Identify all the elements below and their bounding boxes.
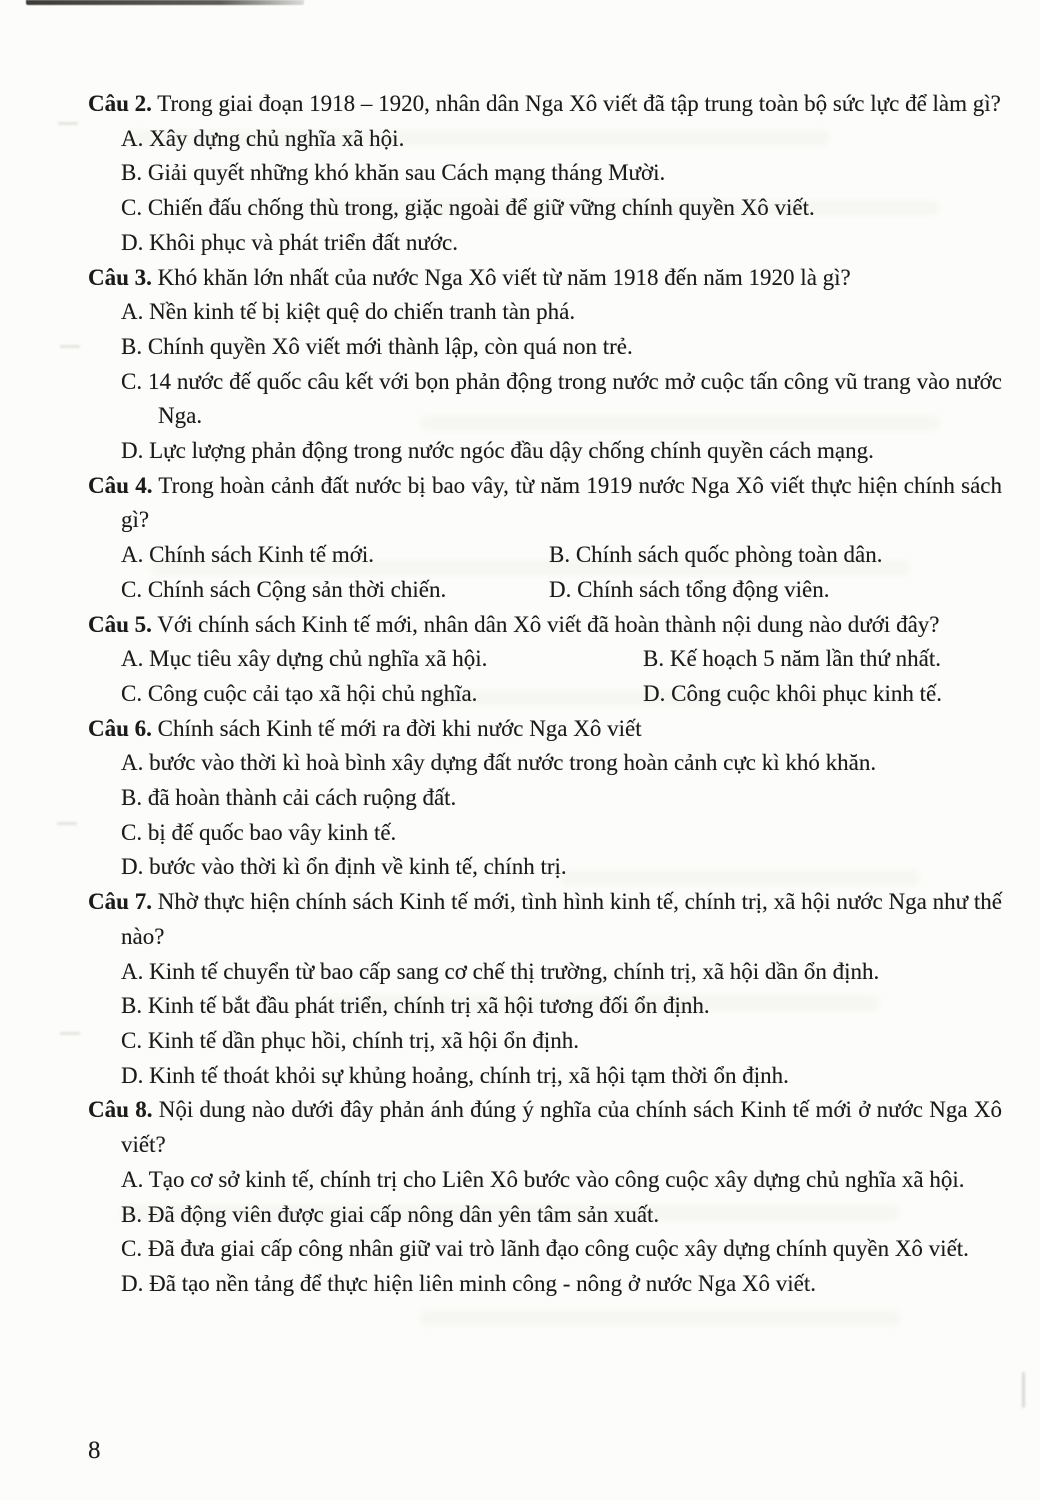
option-text: Chiến đấu chống thù trong, giặc ngoài để giữ vững chính quyền Xô viết. [147, 195, 815, 221]
option-text: Mục tiêu xây dựng chủ nghĩa xã hội. [149, 646, 488, 672]
option-label: C. [121, 1027, 143, 1053]
option-text: Giải quyết những khó khăn sau Cách mạng tháng Mười. [147, 160, 666, 186]
scan-artifact-gutter [58, 122, 78, 125]
question-label: Câu 6. [88, 715, 152, 741]
option-c [121, 816, 1002, 851]
option-b [549, 538, 882, 573]
option-label: B. [549, 542, 571, 568]
option-label: D. [121, 229, 144, 255]
option-label: C. [121, 680, 143, 706]
page-number: 8 [88, 1437, 101, 1464]
option-c [121, 191, 1002, 226]
option-text: Nền kinh tế bị kiệt quệ do chiến tranh tàn phá. [149, 299, 576, 325]
option-label: B. [121, 1201, 143, 1227]
option-label: A. [121, 299, 144, 325]
option-b [121, 156, 1002, 191]
option-label: A. [121, 646, 144, 672]
option-text: Đã đưa giai cấp công nhân giữ vai trò lãnh đạo công cuộc xây dựng chính quyền Xô viết. [147, 1236, 969, 1262]
scan-artifact-gutter [60, 1032, 80, 1035]
option-text: Kinh tế thoát khỏi sự khủng hoảng, chính trị, xã hội tạm thời ổn định. [149, 1062, 789, 1088]
question-label: Câu 8. [88, 1097, 153, 1123]
question-text [88, 469, 1002, 538]
question-text [88, 261, 1002, 296]
option-d [121, 1267, 1002, 1302]
option-text: bước vào thời kì ổn định về kinh tế, chính trị. [149, 854, 567, 880]
option-a [121, 538, 549, 573]
question-text [88, 712, 1002, 747]
option-text: 14 nước đế quốc câu kết với bọn phản động trong nước mở cuộc tấn công vũ trang vào nước Nga. [148, 368, 1003, 429]
option-d [643, 677, 942, 712]
options-list [121, 295, 1002, 469]
option-label: B. [121, 160, 143, 186]
question-cau-4 [88, 469, 1002, 608]
option-text: Chính sách tổng động viên. [577, 576, 830, 602]
option-text: Kế hoạch 5 năm lần thứ nhất. [669, 646, 941, 672]
question-text [88, 885, 1002, 954]
option-label: C. [121, 1236, 143, 1262]
question-body: Khó khăn lớn nhất của nước Nga Xô viết từ năm 1918 đến năm 1920 là gì? [157, 264, 851, 290]
option-text: Chính quyền Xô viết mới thành lập, còn quá non trẻ. [147, 333, 633, 359]
option-label: B. [121, 785, 143, 811]
option-text: Kinh tế bắt đầu phát triển, chính trị xã hội tương đối ổn định. [147, 993, 710, 1019]
option-label: D. [549, 576, 572, 602]
option-text: Tạo cơ sở kinh tế, chính trị cho Liên Xô bước vào công cuộc xây dựng chủ nghĩa xã hội. [148, 1166, 965, 1192]
scan-artifact-gutter [57, 822, 77, 825]
option-a [121, 122, 1002, 157]
question-label: Câu 7. [88, 889, 152, 915]
scan-artifact-edge-mark [1022, 1372, 1025, 1408]
option-label: B. [121, 993, 143, 1019]
option-label: D. [643, 680, 666, 706]
option-text: đã hoàn thành cải cách ruộng đất. [147, 785, 457, 811]
question-label: Câu 3. [88, 264, 152, 290]
options-list [121, 1163, 1002, 1302]
question-label: Câu 2. [88, 91, 152, 116]
option-text: Công cuộc cải tạo xã hội chủ nghĩa. [147, 680, 478, 706]
option-b [643, 642, 941, 677]
option-d [121, 226, 1002, 261]
question-label: Câu 5. [88, 611, 152, 637]
option-text: Lực lượng phản động trong nước ngóc đầu dậy chống chính quyền cách mạng. [149, 438, 874, 464]
scan-artifact-gutter [60, 345, 80, 348]
option-label: A. [121, 125, 144, 151]
option-label: D. [121, 854, 144, 880]
question-cau-8 [88, 1093, 1002, 1301]
options-list [121, 955, 1002, 1094]
question-body: Với chính sách Kinh tế mới, nhân dân Xô viết đã hoàn thành nội dung nào dưới đây? [157, 611, 940, 637]
option-c [121, 365, 1002, 434]
option-text: Công cuộc khôi phục kinh tế. [671, 680, 942, 706]
option-text: Đã động viên được giai cấp nông dân yên tâm sản xuất. [147, 1201, 660, 1227]
option-label: D. [121, 1062, 144, 1088]
option-label: B. [643, 646, 665, 672]
options-row [121, 573, 1002, 608]
question-text [88, 87, 1002, 122]
option-c [121, 573, 549, 608]
option-c [121, 1024, 1002, 1059]
option-label: C. [121, 368, 143, 394]
option-label: C. [121, 819, 143, 845]
scan-artifact-top-bar [26, 0, 304, 5]
question-text [88, 1093, 1002, 1162]
options-row [121, 677, 1002, 712]
question-cau-5 [88, 608, 1002, 712]
option-text: bị đế quốc bao vây kinh tế. [147, 819, 397, 845]
question-label: Câu 4. [88, 472, 153, 498]
option-label: A. [121, 750, 144, 776]
option-label: D. [121, 1270, 144, 1296]
option-text: Xây dựng chủ nghĩa xã hội. [149, 125, 405, 151]
options-grid [121, 538, 1002, 607]
option-text: Kinh tế dần phục hồi, chính trị, xã hội ổn định. [147, 1027, 580, 1053]
option-text: Chính sách Kinh tế mới. [149, 542, 375, 568]
option-label: A. [121, 1166, 144, 1192]
options-row [121, 642, 1002, 677]
question-body: Nhờ thực hiện chính sách Kinh tế mới, tình hình kinh tế, chính trị, xã hội nước Nga như thế nào? [121, 889, 1002, 949]
question-cau-7 [88, 885, 1002, 1093]
option-a [121, 295, 1002, 330]
option-text: Kinh tế chuyển từ bao cấp sang cơ chế thị trường, chính trị, xã hội dần ổn định. [149, 958, 880, 984]
option-text: Khôi phục và phát triển đất nước. [149, 229, 458, 255]
question-body: Trong hoàn cảnh đất nước bị bao vây, từ năm 1919 nước Nga Xô viết thực hiện chính sách gì? [121, 472, 1002, 533]
option-a [121, 642, 643, 677]
question-body: Chính sách Kinh tế mới ra đời khi nước Nga Xô viết [157, 715, 642, 741]
option-label: A. [121, 542, 144, 568]
question-body: Trong giai đoạn 1918 – 1920, nhân dân Nga Xô viết đã tập trung toàn bộ sức lực để làm gì? [157, 91, 1001, 116]
options-grid [121, 642, 1002, 711]
option-c [121, 677, 643, 712]
option-text: Đã tạo nền tảng để thực hiện liên minh công - nông ở nước Nga Xô viết. [149, 1270, 817, 1296]
option-label: D. [121, 438, 144, 464]
options-list [121, 746, 1002, 885]
option-label: C. [121, 195, 143, 221]
option-a [121, 1163, 1002, 1198]
option-label: B. [121, 333, 143, 359]
option-label: A. [121, 958, 144, 984]
option-label: C. [121, 576, 143, 602]
option-text: bước vào thời kì hoà bình xây dựng đất nước trong hoàn cảnh cực kì khó khăn. [149, 750, 877, 776]
question-body: Nội dung nào dưới đây phản ánh đúng ý nghĩa của chính sách Kinh tế mới ở nước Nga Xô viết? [121, 1097, 1003, 1158]
question-cau-2 [88, 87, 1002, 261]
option-b [121, 989, 1002, 1024]
quiz-content [88, 87, 1002, 1302]
option-d [121, 1059, 1002, 1094]
option-d [549, 573, 829, 608]
question-text [88, 608, 1002, 643]
option-a [121, 746, 1002, 781]
option-b [121, 781, 1002, 816]
question-cau-6 [88, 712, 1002, 886]
option-b [121, 330, 1002, 365]
options-list [121, 122, 1002, 261]
option-b [121, 1198, 1002, 1233]
option-d [121, 850, 1002, 885]
options-row [121, 538, 1002, 573]
option-a [121, 955, 1002, 990]
option-c [121, 1232, 1002, 1267]
bleedthrough-artifact [420, 1310, 900, 1326]
option-text: Chính sách Cộng sản thời chiến. [147, 576, 447, 602]
option-text: Chính sách quốc phòng toàn dân. [575, 542, 883, 568]
option-d [121, 434, 1002, 469]
question-cau-3 [88, 261, 1002, 469]
